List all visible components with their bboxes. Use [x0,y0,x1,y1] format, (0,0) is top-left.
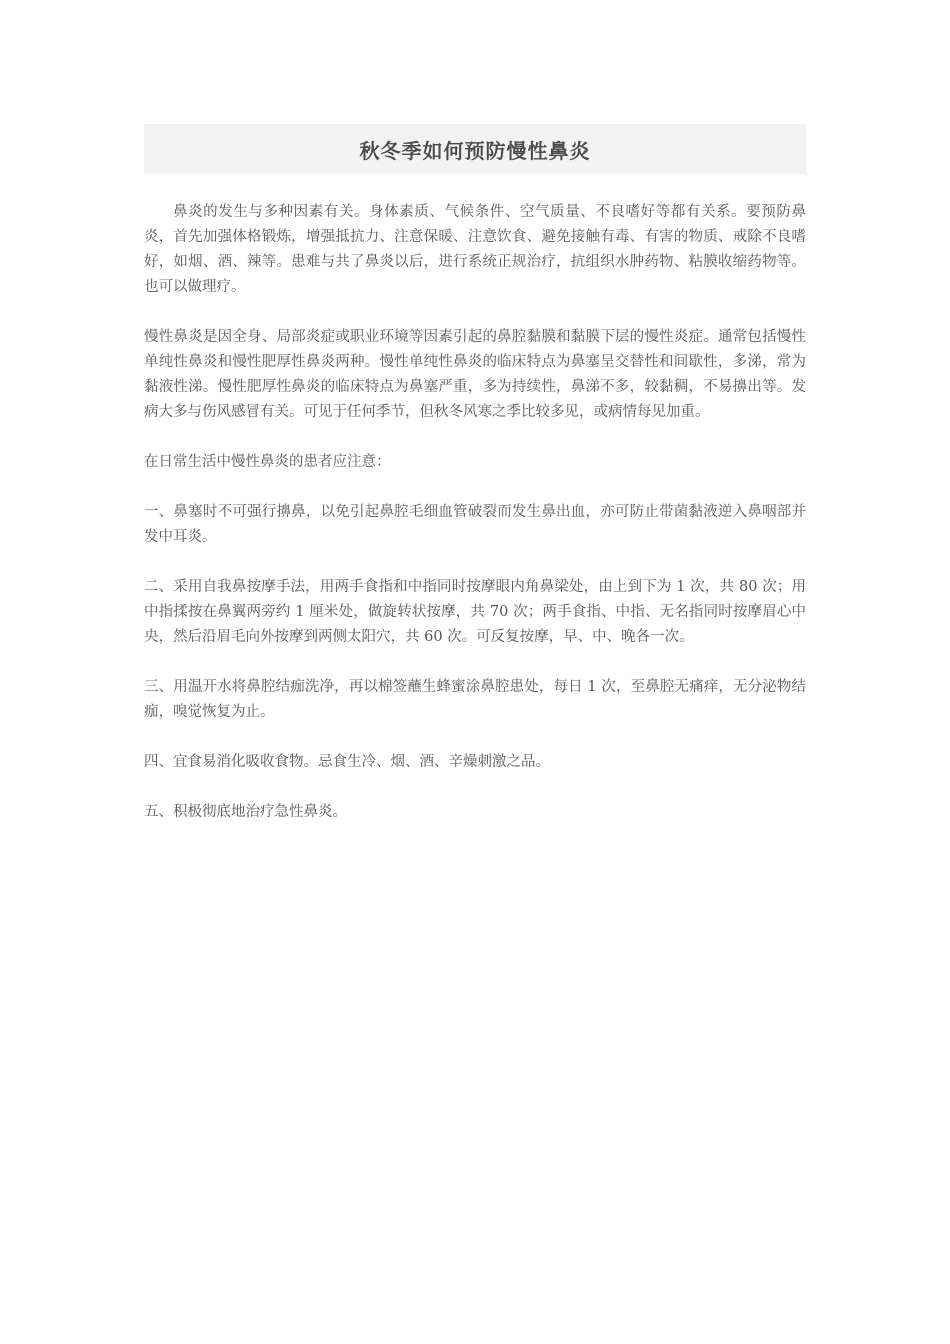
document-page [144,124,806,850]
article-body [144,200,806,825]
tip-item-5: 五、积极彻底地治疗急性鼻炎。 [144,804,347,820]
tip-item-2: 二、采用自我鼻按摩手法，用两手食指和中指同时按摩眼内角鼻梁处，由上到下为 1 次，共 80 次；用中指揉按在鼻翼两旁约 1 厘米处，做旋转状按摩，共 70 次；两手食指、中指、无名指同时按摩眉心中央，然后沿眉毛向外按摩到两侧太阳穴，共 60 次。可反复按摩，早、中、晚各一次。 [144,579,806,645]
paragraph-lead-in: 在日常生活中慢性鼻炎的患者应注意： [144,454,391,470]
title-bar [144,124,806,174]
paragraph-intro: 鼻炎的发生与多种因素有关。身体素质、气候条件、空气质量、不良嗜好等都有关系。要预防鼻炎，首先加强体格锻炼，增强抵抗力、注意保暖、注意饮食、避免接触有毒、有害的物质、戒除不良嗜好，如烟、酒、辣等。患难与共了鼻炎以后，进行系统正规治疗，抗组织水肿药物、粘膜收缩药物等。也可以做理疗。 [144,204,806,295]
tip-item-3: 三、用温开水将鼻腔结痂洗净，再以棉签蘸生蜂蜜涂鼻腔患处，每日 1 次，至鼻腔无痛痒，无分泌物结痂，嗅觉恢复为止。 [144,679,806,720]
paragraph-definition: 慢性鼻炎是因全身、局部炎症或职业环境等因素引起的鼻腔黏膜和黏膜下层的慢性炎症。通常包括慢性单纯性鼻炎和慢性肥厚性鼻炎两种。慢性单纯性鼻炎的临床特点为鼻塞呈交替性和间歇性，多涕，常为黏液性涕。慢性肥厚性鼻炎的临床特点为鼻塞严重，多为持续性，鼻涕不多，较黏稠，不易擤出等。发病大多与伤风感冒有关。可见于任何季节，但秋冬风寒之季比较多见，或病情每见加重。 [144,329,806,420]
tip-item-1: 一、鼻塞时不可强行擤鼻，以免引起鼻腔毛细血管破裂而发生鼻出血，亦可防止带菌黏液逆入鼻咽部并发中耳炎。 [144,504,806,545]
tip-item-4: 四、宜食易消化吸收食物。忌食生冷、烟、酒、辛燥刺激之品。 [144,754,550,770]
page-title: 秋冬季如何预防慢性鼻炎 [359,138,591,163]
